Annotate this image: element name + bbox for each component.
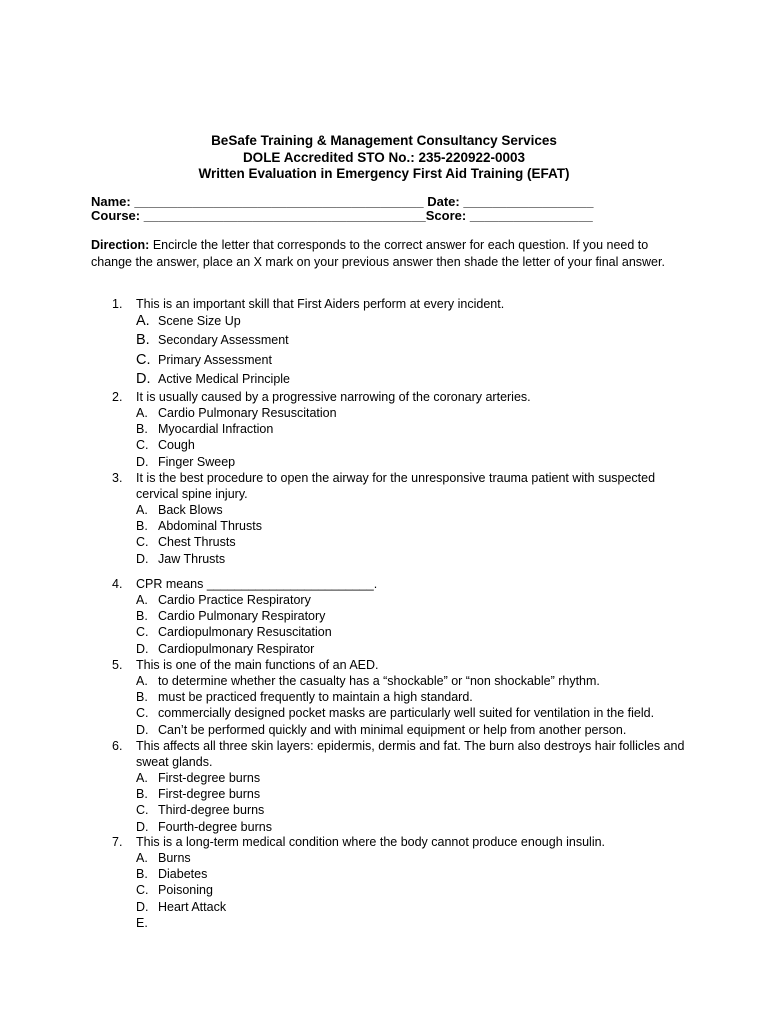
option-text: Poisoning: [158, 883, 213, 898]
course-score-row: [91, 208, 593, 223]
option-letter: D.: [136, 641, 149, 656]
option-a[interactable]: [136, 502, 692, 518]
question-number: 3.: [112, 471, 123, 485]
option-letter: D.: [136, 722, 149, 737]
option-letter: C.: [136, 535, 149, 550]
option-b[interactable]: [136, 689, 692, 705]
date-label: Date:: [427, 194, 460, 209]
question-number: 7.: [112, 835, 123, 849]
option-text: must be practiced frequently to maintain a high standard.: [158, 690, 473, 705]
option-letter: B.: [136, 332, 150, 349]
option-text: Myocardial Infraction: [158, 422, 274, 437]
option-a[interactable]: [136, 770, 692, 786]
question-number: 1.: [112, 297, 123, 311]
option-d[interactable]: [136, 722, 692, 738]
option-d[interactable]: [136, 641, 692, 657]
option-letter: A.: [136, 503, 148, 517]
option-letter: B.: [136, 690, 148, 705]
option-a[interactable]: [136, 592, 692, 608]
option-text: Secondary Assessment: [158, 333, 289, 348]
option-letter: E.: [136, 915, 148, 930]
name-date-row: [91, 194, 593, 209]
question-text: This affects all three skin layers: epidermis, dermis and fat. The burn also destroys hair follicles and sweat glands.: [136, 739, 685, 769]
question-4: [112, 576, 692, 657]
question-number: 2.: [112, 390, 123, 404]
option-a[interactable]: [136, 673, 692, 689]
option-d[interactable]: [136, 370, 692, 389]
direction-label: Direction:: [91, 238, 150, 252]
option-text: Diabetes: [158, 867, 208, 882]
option-b[interactable]: [136, 786, 692, 802]
option-letter: B.: [136, 519, 148, 534]
option-text: Jaw Thrusts: [158, 551, 226, 566]
option-a[interactable]: [136, 850, 692, 866]
option-c[interactable]: [136, 882, 692, 898]
option-d[interactable]: [136, 551, 692, 567]
option-letter: C.: [136, 438, 149, 453]
option-text: Scene Size Up: [158, 314, 241, 328]
option-text: Cardiopulmonary Resuscitation: [158, 625, 332, 640]
option-b[interactable]: [136, 608, 692, 624]
company-name: BeSafe Training & Management Consultancy Services: [211, 133, 557, 148]
document-title: Written Evaluation in Emergency First Aid Training (EFAT): [198, 166, 570, 181]
option-text: to determine whether the casualty has a “shockable” or “non shockable” rhythm.: [158, 674, 600, 688]
option-text: Can’t be performed quickly and with minimal equipment or help from another person.: [158, 722, 627, 737]
question-number: 6.: [112, 739, 123, 753]
option-c[interactable]: [136, 705, 692, 721]
option-letter: C.: [136, 351, 151, 368]
question-text: It is usually caused by a progressive narrowing of the coronary arteries.: [136, 390, 531, 404]
option-letter: C.: [136, 803, 149, 818]
option-letter: A.: [136, 771, 148, 785]
directions: [91, 237, 691, 271]
document-header: [0, 133, 768, 183]
option-letter: C.: [136, 883, 149, 898]
option-text: Active Medical Principle: [158, 371, 290, 386]
option-letter: C.: [136, 625, 149, 640]
option-c[interactable]: [136, 802, 692, 818]
option-a[interactable]: [136, 405, 692, 421]
option-text: Chest Thrusts: [158, 535, 236, 550]
option-letter: B.: [136, 422, 148, 437]
question-text: This is a long-term medical condition where the body cannot produce enough insulin.: [136, 835, 606, 849]
question-7: [112, 834, 692, 931]
question-text: This is an important skill that First Aiders perform at every incident.: [136, 297, 505, 311]
question-text: It is the best procedure to open the airway for the unresponsive trauma patient with suspected cervical spine injury.: [136, 471, 656, 501]
option-letter: D.: [136, 899, 149, 914]
option-d[interactable]: [136, 899, 692, 915]
course-field[interactable]: _______________________________________: [143, 208, 426, 223]
option-letter: D.: [136, 551, 149, 566]
option-letter: D.: [136, 819, 149, 834]
option-c[interactable]: [136, 351, 692, 370]
option-d[interactable]: [136, 819, 692, 835]
option-letter: C.: [136, 706, 149, 721]
option-b[interactable]: [136, 331, 692, 350]
question-5: [112, 657, 692, 738]
option-letter: A.: [136, 593, 148, 607]
option-letter: D.: [136, 454, 149, 469]
option-letter: B.: [136, 609, 148, 624]
option-c[interactable]: [136, 624, 692, 640]
option-text: commercially designed pocket masks are particularly well suited for ventilation in the field.: [158, 706, 655, 721]
option-text: Cardiopulmonary Respirator: [158, 641, 315, 656]
option-text: Primary Assessment: [158, 352, 272, 367]
option-text: Cardio Pulmonary Respiratory: [158, 609, 326, 624]
option-d[interactable]: [136, 454, 692, 470]
direction-text: Encircle the letter that corresponds to the correct answer for each question. If you need to change the answer, place an X mark on your previous answer then shade the letter of your final answer.: [91, 238, 665, 269]
option-text: Cough: [158, 438, 195, 453]
option-letter: B.: [136, 867, 148, 882]
option-letter: A.: [136, 406, 148, 420]
accreditation-number: DOLE Accredited STO No.: 235-220922-0003: [242, 149, 526, 165]
question-number: 5.: [112, 658, 123, 672]
option-b[interactable]: [136, 518, 692, 534]
question-2: [112, 389, 692, 470]
date-field[interactable]: __________________: [463, 194, 594, 209]
question-6: [112, 738, 692, 835]
option-text: Fourth-degree burns: [158, 819, 272, 834]
question-3: [112, 470, 692, 567]
name-label: Name:: [91, 194, 131, 209]
option-letter: A.: [136, 674, 148, 688]
option-text: Burns: [158, 851, 191, 865]
option-letter: D.: [136, 370, 151, 387]
course-label: Course:: [91, 208, 141, 223]
option-e[interactable]: [136, 915, 692, 931]
option-text: Abdominal Thrusts: [158, 519, 262, 534]
option-text: Heart Attack: [158, 899, 227, 914]
option-text: Back Blows: [158, 503, 223, 517]
option-text: Third-degree burns: [158, 803, 265, 818]
option-c[interactable]: [136, 534, 692, 550]
option-text: Cardio Pulmonary Resuscitation: [158, 406, 337, 420]
question-1: [112, 296, 692, 389]
option-c[interactable]: [136, 437, 692, 453]
option-text: First-degree burns: [158, 771, 261, 785]
option-text: Finger Sweep: [158, 454, 236, 469]
option-b[interactable]: [136, 866, 692, 882]
question-text: CPR means ________________________.: [136, 577, 378, 591]
option-letter: A.: [136, 313, 150, 329]
option-text: First-degree burns: [158, 787, 261, 802]
name-field[interactable]: ________________________________________: [134, 194, 424, 209]
score-label: Score:: [425, 208, 467, 223]
option-letter: B.: [136, 787, 148, 802]
option-text: Cardio Practice Respiratory: [158, 593, 311, 607]
option-letter: A.: [136, 851, 148, 865]
option-b[interactable]: [136, 421, 692, 437]
question-text: This is one of the main functions of an AED.: [136, 658, 379, 672]
option-a[interactable]: [136, 312, 692, 331]
score-field[interactable]: _________________: [469, 208, 593, 223]
question-number: 4.: [112, 577, 123, 591]
